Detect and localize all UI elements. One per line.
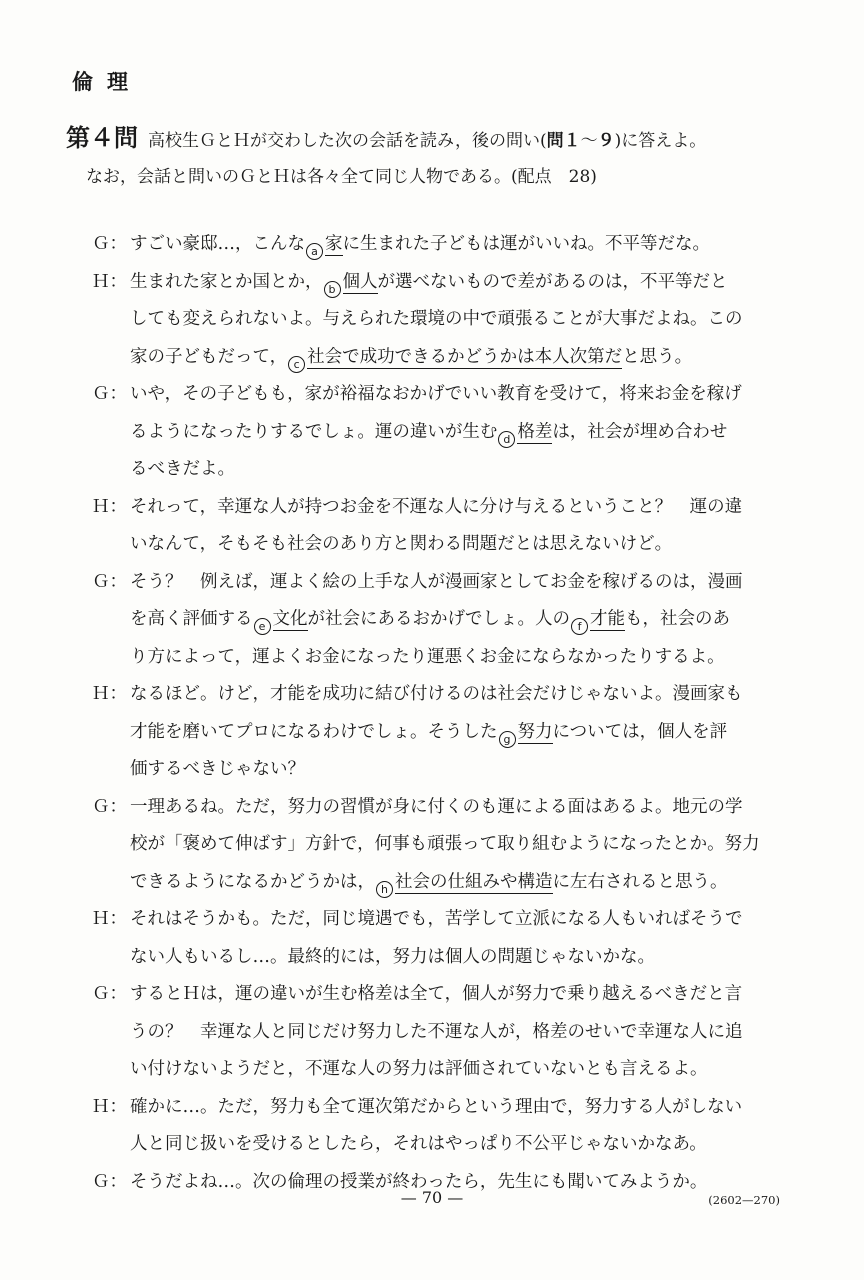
text-line — [130, 1126, 792, 1164]
text-line — [130, 751, 792, 789]
text-segment: いなんて，そもそも社会のあり方と関わる問題だとは思えないけど。 — [130, 534, 673, 554]
speaker-label: Ｇ： — [92, 384, 127, 404]
speech-text — [130, 376, 792, 489]
dialog-turn — [92, 376, 792, 489]
text-segment: は，社会が埋め合わせ — [552, 421, 728, 442]
text-line — [130, 1051, 792, 1089]
text-segment: い付けないようだと，不運な人の努力は評価されていないとも言えるよ。 — [130, 1059, 708, 1079]
conversation — [92, 226, 792, 1201]
text-segment: については，個人を評 — [552, 721, 728, 742]
dialog-turn — [92, 489, 792, 564]
page-number: — 70 — — [400, 1188, 464, 1207]
intro-bold-end: ９ — [597, 131, 615, 151]
text-line — [130, 376, 792, 414]
underlined-term: 家 — [325, 234, 343, 254]
text-segment: それって，幸運な人が持つお金を不運な人に分け与えるということ？ 運の違 — [130, 496, 743, 517]
text-segment: 一理あるね。ただ，努力の習慣が身に付くのも運による面はあるよ。地元の学 — [130, 796, 743, 817]
text-line — [130, 339, 792, 377]
underlined-term: 社会で成功できるかどうかは本人次第だ — [307, 346, 623, 367]
dialog-turn — [92, 676, 792, 789]
text-line — [130, 901, 792, 939]
text-segment: 才能を磨いてプロになるわけでしょ。そうした — [130, 721, 498, 742]
circled-marker: e — [254, 618, 271, 635]
text-line — [130, 1089, 792, 1127]
intro-text-end: )に答えよ。 — [614, 131, 707, 151]
speech-text — [130, 901, 792, 976]
speaker-label: Ｇ： — [92, 1171, 127, 1192]
speech-text — [130, 264, 792, 377]
text-segment: それはそうかも。ただ，同じ境遇でも，苦学して立派になる人もいればそうで — [130, 909, 743, 929]
speaker-label: Ｇ： — [92, 984, 127, 1004]
text-segment: すごい豪邸…，こんな — [130, 234, 305, 254]
text-segment: ない人もいるし…。最終的には，努力は個人の問題じゃないかな。 — [130, 946, 655, 967]
text-segment: するとＨは，運の違いが生む格差は全て，個人が努力で乗り越えるべきだと言 — [130, 984, 743, 1004]
circled-marker: h — [376, 881, 393, 898]
exam-code: (2602—270) — [708, 1193, 780, 1207]
underlined-term: 個人 — [342, 271, 378, 292]
text-line — [130, 451, 792, 489]
question-number: 第４問 — [66, 124, 138, 152]
circled-marker: b — [324, 281, 341, 298]
text-line — [130, 826, 792, 864]
speech-text — [130, 676, 792, 789]
speaker-label: Ｈ： — [92, 909, 127, 929]
text-segment: 家の子どもだって， — [130, 346, 288, 367]
circled-marker: d — [498, 431, 515, 448]
text-segment: 価するべきじゃない？ — [130, 759, 305, 779]
speaker-label: Ｈ： — [92, 496, 127, 517]
dialog-turn — [92, 901, 792, 976]
speech-text — [130, 1089, 792, 1164]
question-intro-line2: なお，会話と問いのＧとＨは各々全て同じ人物である。(配点 28) — [86, 167, 597, 187]
underlined-term: 才能 — [590, 609, 625, 629]
dialog-turn — [92, 264, 792, 377]
text-line — [130, 639, 792, 677]
text-segment: なるほど。けど，才能を成功に結び付けるのは社会だけじゃないよ。漫画家も — [130, 684, 743, 704]
text-segment: 人と同じ扱いを受けるとしたら，それはやっぱり不公平じゃないかなあ。 — [130, 1134, 707, 1154]
speaker-label: Ｇ： — [92, 796, 127, 817]
text-line — [130, 976, 792, 1014]
speaker-label: Ｈ： — [92, 684, 127, 704]
text-line — [130, 601, 792, 639]
text-segment: 校が「褒めて伸ばす」方針で，何事も頑張って取り組むようになったとか。努力 — [130, 834, 760, 854]
speaker-label: Ｇ： — [92, 571, 127, 592]
text-segment: そう？ 例えば，運よく絵の上手な人が漫画家としてお金を稼げるのは，漫画 — [130, 571, 743, 592]
text-line — [130, 714, 792, 752]
text-line — [130, 676, 792, 714]
text-line — [130, 564, 792, 602]
speech-text — [130, 789, 792, 902]
question-intro-line1 — [66, 120, 826, 159]
speech-text — [130, 564, 792, 677]
dialog-turn — [92, 226, 792, 264]
intro-text: 高校生ＧとＨが交わした次の会話を読み，後の問い( — [148, 131, 547, 151]
text-line — [130, 864, 792, 902]
circled-marker: c — [288, 356, 305, 373]
text-segment: 生まれた家とか国とか， — [130, 271, 323, 292]
text-segment: り方によって，運よくお金になったり運悪くお金にならなかったりするよ。 — [130, 646, 725, 667]
text-line — [130, 526, 792, 564]
intro-tilde: ～ — [580, 131, 598, 151]
speech-text — [130, 489, 792, 564]
text-line — [130, 1014, 792, 1052]
speech-text — [130, 976, 792, 1089]
text-segment: に左右されると思う。 — [552, 871, 728, 892]
dialog-turn — [92, 564, 792, 677]
speaker-label: Ｈ： — [92, 1096, 127, 1117]
text-segment: が選べないもので差があるのは，不平等だと — [377, 271, 728, 292]
circled-marker: g — [499, 731, 516, 748]
underlined-term: 文化 — [272, 609, 308, 629]
speaker-label: Ｈ： — [92, 271, 127, 292]
underlined-term: 努力 — [517, 721, 553, 742]
dialog-turn — [92, 1089, 792, 1164]
speaker-label: Ｇ： — [92, 234, 127, 254]
text-line — [130, 789, 792, 827]
text-line — [130, 226, 792, 264]
circled-marker: a — [306, 243, 323, 260]
text-segment: が社会にあるおかげでしょ。人の — [307, 609, 570, 629]
text-line — [130, 414, 792, 452]
speech-text — [130, 226, 792, 264]
text-segment: るようになったりするでしょ。運の違いが生む — [130, 421, 498, 442]
text-line — [130, 939, 792, 977]
underlined-term: 社会の仕組みや構造 — [395, 871, 553, 892]
text-line — [130, 264, 792, 302]
circled-marker: f — [571, 618, 588, 635]
text-segment: 確かに…。ただ，努力も全て運次第だからという理由で，努力する人がしない — [130, 1096, 743, 1117]
text-segment: に生まれた子どもは運がいいね。不平等だな。 — [342, 234, 710, 254]
text-segment: うの？ 幸運な人と同じだけ努力した不運な人が，格差のせいで幸運な人に追 — [130, 1021, 743, 1042]
text-line — [130, 301, 792, 339]
intro-bold: 問１ — [546, 131, 581, 151]
dialog-turn — [92, 976, 792, 1089]
text-segment: も，社会のあ — [625, 609, 730, 629]
dialog-turn — [92, 789, 792, 902]
text-segment: と思う。 — [622, 346, 693, 367]
text-segment: を高く評価する — [130, 609, 253, 629]
subject-heading: 倫理 — [72, 70, 142, 94]
text-segment: そうだよね…。次の倫理の授業が終わったら，先生にも聞いてみようか。 — [130, 1171, 708, 1192]
text-segment: るべきだよ。 — [130, 459, 235, 479]
question-header — [66, 120, 826, 195]
text-segment: いや，その子どもも，家が裕福なおかげでいい教育を受けて，将来お金を稼げ — [130, 384, 742, 404]
text-segment: できるようになるかどうかは， — [130, 871, 375, 892]
underlined-term: 格差 — [517, 421, 553, 442]
text-segment: しても変えられないよ。与えられた環境の中で頑張ることが大事だよね。この — [130, 309, 743, 329]
text-line — [130, 489, 792, 527]
